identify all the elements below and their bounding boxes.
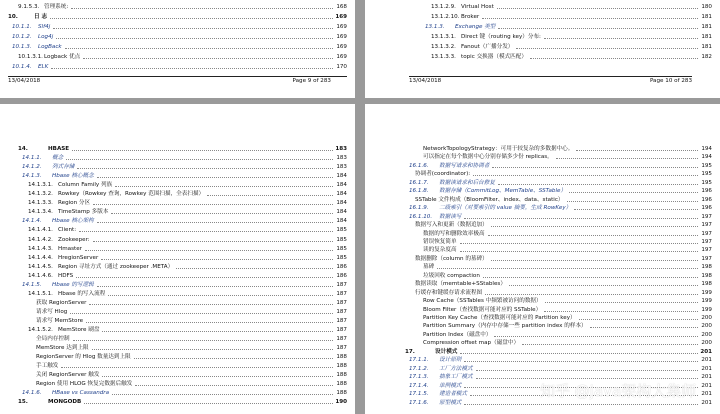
toc-entry-page: 197 (701, 230, 712, 237)
toc-entry-title: Region 分区 (58, 200, 91, 207)
toc-leader-dots (464, 218, 698, 219)
toc-leader-dots (97, 222, 333, 223)
toc-entry-title: Hbase 核心架构 (52, 218, 94, 225)
toc-leader-dots (102, 331, 333, 332)
toc-entry-page: 194 (701, 146, 712, 152)
toc-entry-title: 建造者模式 (439, 391, 467, 398)
toc-entry-label: 14.1.4.2. (28, 236, 53, 243)
toc-entry[interactable] (8, 62, 347, 72)
toc-entry-page: 198 (701, 281, 712, 288)
toc-leader-dots (102, 376, 333, 377)
toc-entry-title: 协调者(coordinator): (415, 171, 471, 178)
toc-entry-page: 185 (336, 227, 347, 234)
toc-entry-title: Region 寻址方式（通过 zookeeper .META） (58, 263, 174, 270)
toc-entry-label: 17. (405, 348, 415, 355)
toc-entry-page: 201 (700, 348, 712, 355)
toc-entry-page: 197 (701, 255, 712, 262)
toc-entry-page: 201 (701, 365, 712, 372)
toc-entry-page: 183 (335, 146, 347, 152)
toc-leader-dots (111, 213, 333, 214)
toc-entry-page: 190 (335, 399, 347, 406)
toc-entry-label: 14. (18, 146, 28, 152)
toc-entry-label: 13.1.3.1. (431, 34, 456, 40)
toc-leader-dots (498, 28, 698, 29)
toc-entry-label: 14.1.4. (22, 218, 42, 225)
toc-entry-label: 17.1.2. (409, 365, 429, 372)
toc-entry-page: 168 (336, 4, 347, 10)
toc-entry-label: 14.1.3.4. (28, 209, 53, 216)
toc-entry-page: 199 (701, 306, 712, 313)
toc-entry-title: 设计模式 (435, 348, 458, 355)
toc-entry-page: 199 (701, 289, 712, 296)
toc-leader-dots (522, 344, 698, 345)
toc-entry-page: 196 (701, 205, 712, 212)
toc-entry[interactable] (18, 397, 347, 407)
toc-entry-page: 169 (336, 54, 347, 60)
toc-entry-label: 10.1.2. (12, 34, 32, 40)
toc-entry-page: 200 (701, 340, 712, 347)
toc-entry[interactable] (8, 2, 347, 12)
toc-entry-title: topic 交换器（模式匹配） (461, 54, 527, 60)
toc-entry[interactable] (421, 32, 712, 42)
toc-leader-dots (579, 319, 698, 320)
toc-leader-dots (76, 277, 333, 278)
doc-page-top-left (0, 0, 355, 98)
toc-entry-page: 184 (336, 173, 347, 180)
toc-entry-title: Region 使用 HLOG 恢复完数据后触发 (36, 381, 133, 388)
toc-leader-dots (53, 28, 333, 29)
toc-entry-title: Virtual Host (461, 4, 494, 10)
toc-entry-label: 16.1.8. (409, 188, 429, 195)
toc-entry-title: 数据写入和更新（数据追加） (415, 222, 488, 229)
toc-entry-page: 200 (701, 323, 712, 330)
toc-entry-page: 197 (701, 222, 712, 229)
toc-entry-page: 200 (701, 315, 712, 321)
toc-leader-dots (83, 58, 333, 59)
toc-entry-page: 199 (701, 298, 712, 305)
toc-leader-dots (71, 8, 333, 9)
toc-entry-page: 187 (336, 308, 347, 315)
toc-leader-dots (498, 184, 698, 185)
toc-leader-dots (556, 158, 698, 159)
toc-entry-page: 185 (336, 236, 347, 243)
toc-entry-title: Broker (461, 14, 480, 20)
toc-leader-dots (460, 243, 698, 244)
doc-page-bottom-right (365, 104, 720, 414)
toc-entry-page: 187 (336, 345, 347, 352)
doc-page-top-right (365, 0, 720, 98)
toc-entry-label: 14.1.4.4. (28, 254, 53, 261)
toc-leader-dots (79, 231, 333, 232)
toc-entry-page: 200 (701, 331, 712, 338)
toc-entry-page: 198 (701, 272, 712, 279)
toc-leader-dots (207, 195, 333, 196)
toc-leader-dots (70, 313, 333, 314)
toc-entry-title: Hbase 的写逻辑 (52, 281, 94, 288)
toc-entry-page: 169 (335, 14, 347, 20)
toc-leader-dots (73, 340, 333, 341)
toc-leader-dots (51, 68, 333, 69)
toc-entry-title: HregionServer (58, 254, 99, 261)
toc-leader-dots (66, 159, 333, 160)
toc-entry-title: 错误恢复简单 (423, 238, 457, 245)
toc-entry[interactable] (8, 12, 347, 22)
toc-entry-title: 单例模式 (439, 382, 462, 389)
toc-entry[interactable] (421, 2, 712, 12)
toc-entry-page: 196 (701, 188, 712, 195)
toc-entry-title: 数据读写 (439, 213, 462, 220)
toc-entry-page: 187 (336, 336, 347, 343)
toc-leader-dots (92, 349, 333, 350)
toc-entry-title: Slf4j (38, 24, 51, 30)
toc-entry-label: 9.1.5.3. (18, 4, 40, 10)
toc-leader-dots (569, 192, 698, 193)
toc-leader-dots (509, 285, 698, 286)
toc-entry-label: 14.1.3. (22, 173, 42, 180)
footer-rule (409, 76, 692, 77)
toc-entry[interactable] (8, 22, 347, 32)
toc-entry-title: HDFS (58, 272, 74, 279)
toc-entry-title: 管理系统: (44, 4, 69, 10)
toc-entry-label: 16.1.6. (409, 162, 429, 169)
toc-entry-label: 14.1.4.5. (28, 263, 53, 270)
footer-date: 13/04/2018 (8, 78, 41, 84)
toc-entry-title: RegionServer 的 Hlog 数量达到上限 (36, 354, 131, 361)
toc-entry-title: Compression offset map（磁盘中） (423, 340, 520, 347)
toc-entry-title: Hmaster (58, 245, 82, 252)
doc-page-bottom-left (0, 104, 355, 414)
toc-entry-label: 14.1.4.3. (28, 245, 53, 252)
toc-entry-title: Hbase 的写入流程 (58, 290, 106, 297)
toc-entry-label: 14.1.2. (22, 164, 42, 171)
toc-entry-title: 请求写 Hlog (36, 308, 68, 315)
toc-entry-title: MONGODB (48, 399, 82, 406)
toc-entry-title: Log4j (38, 34, 54, 40)
toc-leader-dots (544, 38, 698, 39)
toc-entry-label: 14.1.4.1. (28, 227, 53, 234)
toc-leader-dots (590, 327, 698, 328)
toc-entry-page: 201 (701, 374, 712, 381)
toc-entry-title: Bloom Filter（查找数据可能对应的 SSTable） (423, 306, 542, 313)
toc-entry-page: 194 (701, 154, 712, 161)
toc-entry-title: TimeStamp 多版本 (58, 209, 109, 216)
toc-entry-title: HBase vs Cassandra (52, 390, 110, 397)
toc-entry-page: 197 (701, 247, 712, 254)
toc-entry-label: 13.1.2.9. (431, 4, 456, 10)
toc-entry-page: 188 (336, 390, 347, 397)
toc-entry[interactable] (421, 22, 712, 32)
toc-entry-label: 10.1.3. (12, 44, 32, 50)
toc-entry-page: 170 (336, 64, 347, 70)
toc-entry-page: 184 (336, 182, 347, 189)
toc-entry-page: 169 (336, 34, 347, 40)
toc-entry-title: MemStore 达到上限 (36, 345, 89, 352)
toc-entry-label: 14.1.5.2. (28, 327, 53, 333)
toc-leader-dots (108, 295, 333, 296)
toc-leader-dots (437, 268, 698, 269)
toc-leader-dots (494, 336, 698, 337)
toc-entry-label: 10.1.4. (12, 64, 32, 70)
toc-entry-page: 184 (336, 209, 347, 216)
toc-entry-page: 181 (701, 34, 712, 40)
toc-entry-title: 手工触发 (36, 363, 59, 370)
toc-leader-dots (544, 311, 698, 312)
toc-leader-dots (476, 370, 698, 371)
toc-entry-title: Partition Index（磁盘中） (423, 331, 492, 338)
toc-leader-dots (492, 167, 698, 168)
toc-entry-page: 182 (701, 54, 712, 60)
toc-entry-label: 17.1.6. (409, 399, 429, 406)
toc-entry-label: 14.1.3.2. (28, 191, 53, 198)
toc-entry-label: 15. (18, 399, 28, 406)
toc-leader-dots (464, 361, 698, 362)
toc-leader-dots (460, 353, 698, 354)
toc-leader-dots (497, 8, 698, 9)
toc-leader-dots (530, 58, 698, 59)
toc-leader-dots (516, 48, 698, 49)
toc-leader-dots (72, 150, 333, 151)
toc-leader-dots (115, 186, 333, 187)
toc-leader-dots (491, 226, 698, 227)
footer-rule (8, 76, 347, 77)
toc-entry-title: 全局内存控制 (36, 336, 70, 343)
toc-entry-label: 16.1.10. (409, 213, 433, 220)
toc-entry-title: 数据读取（memtable+SStables） (415, 281, 506, 288)
toc-entry-page: 169 (336, 44, 347, 50)
toc-entry-page: 195 (701, 162, 712, 169)
toc-entry-label: 14.1.6. (22, 390, 42, 397)
toc-entry-label: 14.1.5. (22, 281, 42, 288)
toc-entry-label: 10.1.3.1. (18, 54, 43, 60)
toc-entry-label: 13.1.2.10. (431, 14, 460, 20)
toc-entry[interactable] (421, 12, 712, 22)
toc-entry-title: NetworkTopologyStrategy：可用于较复杂的多数据中心。 (423, 146, 574, 152)
toc-leader-dots (65, 48, 333, 49)
toc-entry-label: 16.1.7. (409, 179, 429, 186)
toc-leader-dots (574, 209, 698, 210)
toc-entry-page: 181 (701, 14, 712, 20)
toc-entry[interactable] (421, 52, 712, 62)
toc-entry-title: 数据的写和删除效率极高 (423, 230, 485, 237)
toc-entry-label: 14.1.1. (22, 155, 42, 162)
toc-entry-page: 188 (336, 372, 347, 379)
toc-entry-title: Zookeeper: (58, 236, 90, 243)
toc-entry-label: 14.1.3.1. (28, 182, 53, 189)
toc-entry-title: Column Family 列族 (58, 182, 113, 189)
toc-entry-title: ELK (38, 64, 49, 70)
toc-leader-dots (86, 322, 333, 323)
toc-leader-dots (93, 241, 333, 242)
toc-entry-page: 184 (336, 200, 347, 207)
toc-leader-dots (473, 175, 698, 176)
toc-entry-title: 工厂方法模式 (439, 365, 473, 372)
toc-entry-page: 183 (336, 164, 347, 171)
toc-entry-page: 188 (336, 363, 347, 370)
toc-entry-page: 195 (701, 171, 712, 178)
toc-entry-page: 185 (336, 245, 347, 252)
toc-entry-title: Rowkey（Rowkey 查询，Rowkey 范围扫描，全表扫描） (58, 191, 205, 198)
toc-leader-dots (134, 358, 333, 359)
toc-entry-title: Hbase 核心概念 (52, 173, 94, 180)
toc-entry-page: 188 (336, 354, 347, 361)
toc-entry-title: 原型模式 (439, 399, 462, 406)
toc-entry-page: 184 (336, 218, 347, 225)
toc-entry-page: 183 (336, 155, 347, 162)
toc-entry-title: MemStore 刷盘 (58, 327, 100, 333)
toc-entry-label: 17.1.3. (409, 374, 429, 381)
toc-entry-title: Row Cache（SSTables 中频繁被访问的数据） (423, 298, 542, 305)
toc-leader-dots (545, 302, 698, 303)
toc-leader-dots (482, 18, 698, 19)
toc-entry-label: 13.1.3.3. (431, 54, 456, 60)
toc-entry-title: 二级索引（对要索引的 value 摘要，生成 RowKey） (439, 205, 572, 212)
toc-entry-title: HBASE (48, 146, 70, 152)
toc-leader-dots (61, 367, 333, 368)
toc-entry-title: 垃圾回收 compaction (423, 272, 480, 279)
toc-entry-page: 184 (336, 191, 347, 198)
toc-entry-title: 概念 (52, 155, 64, 162)
toc-entry-title: Partition Key Cache（查找数据可能对应的 Partition key） (423, 315, 576, 321)
toc-entry-title: 关闭 RegionServer 触发 (36, 372, 100, 379)
toc-entry[interactable] (8, 32, 347, 42)
watermark-text: 知乎 @java架构大集师 (540, 382, 697, 400)
toc-leader-dots (176, 268, 333, 269)
toc-leader-dots (50, 18, 333, 19)
toc-entry[interactable] (8, 52, 347, 62)
toc-entry-page: 201 (701, 391, 712, 398)
toc-entry-label: 14.1.3.3. (28, 200, 53, 207)
toc-leader-dots (567, 201, 699, 202)
toc-leader-dots (464, 404, 698, 405)
toc-entry-page: 196 (701, 196, 712, 203)
toc-entry-title: Direct 键（routing key）分布: (461, 34, 541, 40)
toc-entry-label: 17.1.1. (409, 357, 429, 364)
toc-entry-page: 181 (701, 44, 712, 50)
toc-entry-page: 187 (336, 327, 347, 333)
toc-entry-label: 13.1.3.2. (431, 44, 456, 50)
toc-entry-title: SSTable 文件构成（BloomFilter、index、data、static） (415, 196, 564, 203)
toc-leader-dots (89, 304, 333, 305)
toc-entry-page: 187 (336, 290, 347, 297)
toc-entry-title: 请求写 MemStore (36, 317, 84, 324)
toc-entry-title: 数据写请求和协调者 (439, 162, 490, 169)
toc-entry-page: 198 (701, 264, 712, 271)
toc-leader-dots (460, 251, 698, 252)
toc-entry-title: 可以指定在每个数据中心分别存储多少份 replicas。 (423, 154, 553, 161)
toc-leader-dots (56, 38, 333, 39)
toc-entry-page: 187 (336, 317, 347, 324)
toc-entry-page: 169 (336, 24, 347, 30)
toc-entry-page: 201 (701, 357, 712, 364)
toc-entry-title: Partition Summary（内存中存储一些 partition index 的样本） (423, 323, 587, 330)
toc-entry-title: 抽象工厂模式 (439, 374, 473, 381)
toc-entry-label: 16.1.9. (409, 205, 429, 212)
toc-entry-title: LogBack (38, 44, 62, 50)
toc-entry-title: Logback 优点 (44, 54, 81, 60)
toc-entry-title: 数据读请求和后台修复 (439, 179, 495, 186)
footer-page-number: Page 10 of 283 (649, 78, 692, 84)
toc-entry-page: 201 (701, 399, 712, 406)
toc-entry-label: 13.1.3. (425, 24, 445, 30)
toc-entry-page: 186 (336, 263, 347, 270)
toc-entry-label: 17.1.4. (409, 382, 429, 389)
toc-entry-label: 10. (8, 14, 18, 20)
toc-leader-dots (488, 235, 698, 236)
toc-entry-title: 读的复杂度高 (423, 247, 457, 254)
footer-date: 13/04/2018 (409, 78, 442, 84)
footer-page-number: Page 9 of 283 (292, 78, 331, 84)
toc-entry-title: 设计原则 (439, 357, 462, 364)
toc-leader-dots (85, 250, 333, 251)
toc-entry-page: 197 (701, 238, 712, 245)
toc-leader-dots (93, 204, 333, 205)
toc-entry-page: 187 (336, 299, 347, 306)
toc-entry-title: 行缓存和键缓存请求流程图 (415, 289, 483, 296)
toc-entry-title: 列式存储 (52, 164, 75, 171)
toc-entry-title: Fanout（广播分发） (461, 44, 514, 50)
toc-entry-label: 14.1.4.6. (28, 272, 53, 279)
toc-entry-page: 181 (701, 24, 712, 30)
toc-leader-dots (485, 294, 698, 295)
toc-leader-dots (97, 286, 333, 287)
toc-leader-dots (476, 378, 698, 379)
toc-entry-title: 墓碑 (423, 264, 435, 271)
toc-entry-label: 10.1.1. (12, 24, 32, 30)
toc-leader-dots (135, 385, 333, 386)
toc-leader-dots (576, 150, 698, 151)
toc-leader-dots (77, 168, 333, 169)
toc-entry-page: 201 (701, 382, 712, 389)
toc-leader-dots (491, 260, 698, 261)
toc-entry-title: 获取 RegionServer (36, 299, 87, 306)
toc-leader-dots (112, 394, 333, 395)
toc-entry-title: 数据存储（CommitLog、MemTable、SSTable） (439, 188, 567, 195)
toc-entry[interactable] (421, 42, 712, 52)
toc-entry-title: 日 志 (34, 14, 48, 20)
toc-entry-label: 17.1.5. (409, 391, 429, 398)
toc-entry-page: 197 (701, 213, 712, 220)
toc-leader-dots (483, 277, 698, 278)
toc-leader-dots (97, 177, 333, 178)
toc-entry-title: Client: (58, 227, 77, 234)
toc-entry-title: Exchange 类型 (455, 24, 496, 30)
toc-entry-page: 180 (701, 4, 712, 10)
toc-entry-page: 195 (701, 179, 712, 186)
toc-leader-dots (101, 259, 333, 260)
toc-entry-page: 185 (336, 254, 347, 261)
toc-leader-dots (84, 403, 333, 404)
toc-entry-page: 186 (336, 272, 347, 279)
toc-entry-title: 数据删除（column 的墓碑） (415, 255, 488, 262)
toc-entry-page: 188 (336, 381, 347, 388)
toc-entry-label: 14.1.5.1. (28, 290, 53, 297)
toc-entry-page: 187 (336, 281, 347, 288)
toc-entry[interactable] (8, 42, 347, 52)
